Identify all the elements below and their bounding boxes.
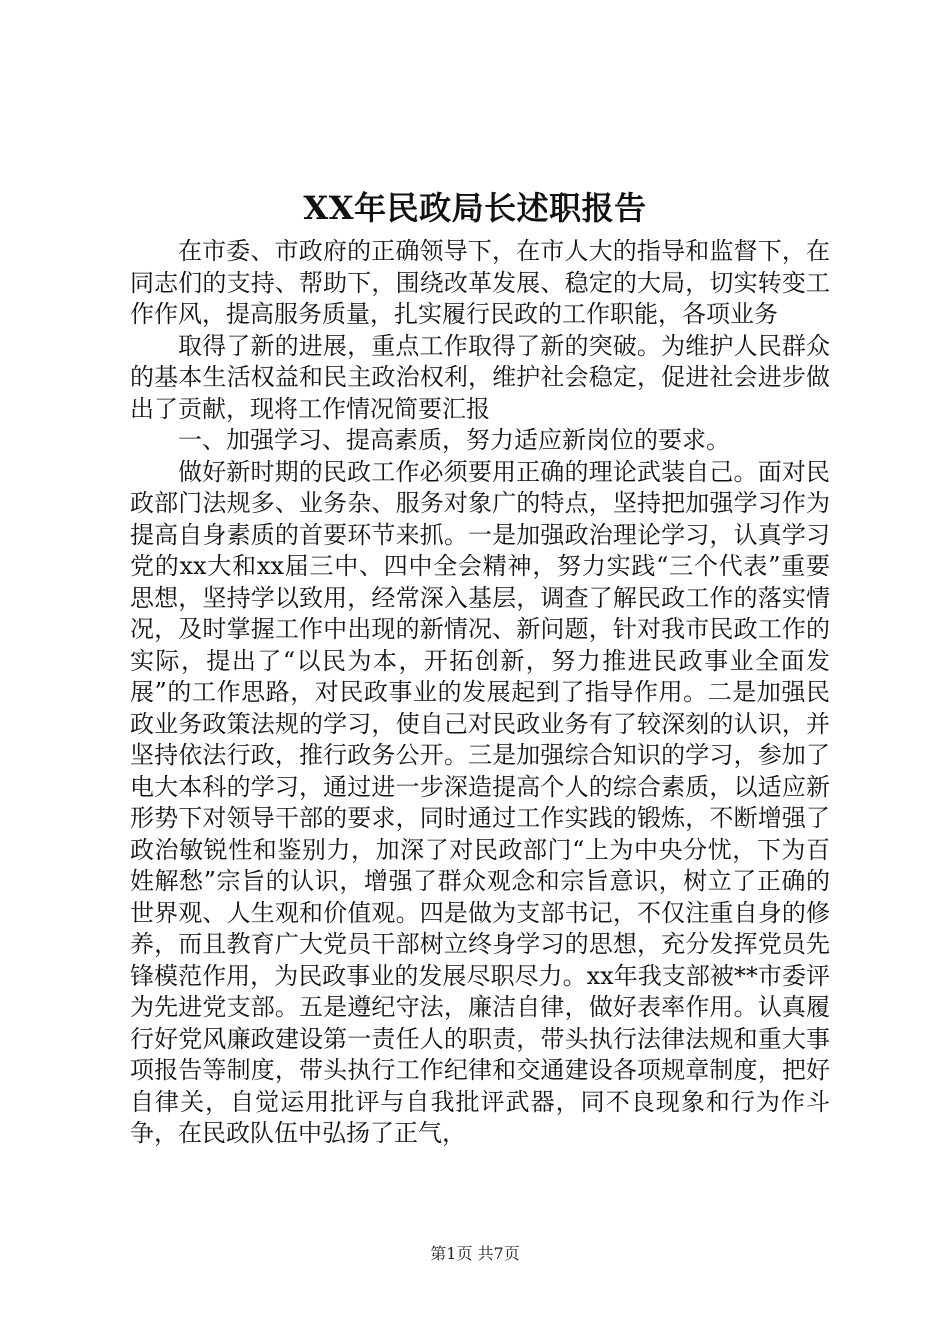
page-number: 第1页 共7页	[430, 1244, 520, 1263]
paragraph-intro: 在市委、市政府的正确领导下，在市人大的指导和监督下，在同志们的支持、帮助下，围绕改革发展、稳定的大局，切实转变工作作风，提高服务质量，扎实履行民政的工作职能，各项业务	[130, 237, 830, 328]
paragraph-progress: 取得了新的进展，重点工作取得了新的突破。为维护人民群众的基本生活权益和民主政治权利，维护社会稳定，促进社会进步做出了贡献，现将工作情况简要汇报	[130, 331, 830, 423]
paragraph-learning: 做好新时期的民政工作必须要用正确的理论武装自己。面对民政部门法规多、业务杂、服务对象广的特点，坚持把加强学习作为提高自身素质的首要环节来抓。一是加强政治理论学习，认真学习党的xx大和xx届三中、四中全会精神，努力实践“三个代表”重要思想，坚持学以致用，经常深入基层，调查了解民政工作的落实情况，及时掌握工作中出现的新情况、新问题，针对我市民政工作的实际，提出了“以民为本，开拓创新，努力推进民政事业全面发展”的工作思路，对民政事业的发展起到了指导作用。二是加强民政业务政策法规的学习，使自己对民政业务有了较深刻的认识，并坚持依法行政，推行政务公开。三是加强综合知识的学习，参加了电大本科的学习，通过进一步深造提高个人的综合素质，以适应新形势下对领导干部的要求，同时通过工作实践的锻炼，不断增强了政治敏锐性和鉴别力，加深了对民政部门“上为中央分忧，下为百姓解愁”宗旨的认识，增强了群众观念和宗旨意识，树立了正确的世界观、人生观和价值观。四是做为支部书记，不仅注重自身的修养，而且教育广大党员干部树立终身学习的思想，充分发挥党员先锋模范作用，为民政事业的发展尽职尽力。xx年我支部被**市委评为先进党支部。五是遵纪守法，廉洁自律，做好表率作用。认真履行好党风廉政建设第一责任人的职责，带头执行法律法规和重大事项报告等制度，带头执行工作纪律和交通建设各项规章制度，把好自律关，自觉运用批评与自我批评武器，同不良现象和行为作斗争，在民政队伍中弘扬了正气，	[130, 457, 830, 1147]
document-title: XX年民政局长述职报告	[303, 189, 647, 227]
section-heading-1: 一、加强学习、提高素质，努力适应新岗位的要求。	[178, 426, 730, 454]
document-body	[130, 236, 830, 1150]
